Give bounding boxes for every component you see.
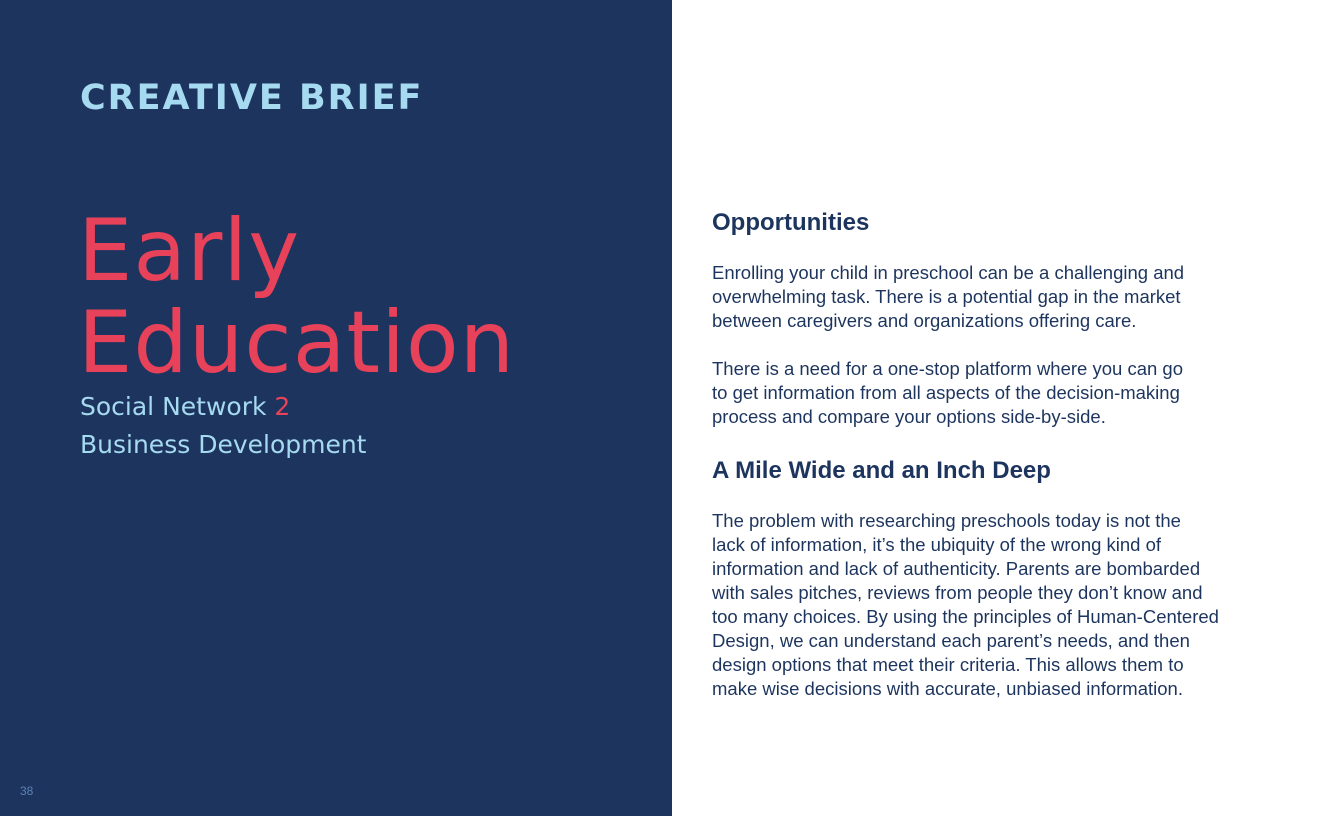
subtitle-accent-number: 2: [274, 392, 291, 421]
section-kicker: CREATIVE BRIEF: [80, 78, 424, 118]
paragraph-line: too many choices. By using the principles of Human-Centered: [712, 606, 1219, 627]
paragraph-opportunities-2: [712, 357, 1292, 429]
paragraph-line: between caregivers and organizations offering care.: [712, 310, 1137, 331]
paragraph-line: Enrolling your child in preschool can be a challenging and: [712, 262, 1185, 283]
paragraph-line: information and lack of authenticity. Parents are bombarded: [712, 558, 1201, 579]
paragraph-line: overwhelming task. There is a potential gap in the market: [712, 286, 1181, 307]
paragraph-line: Design, we can understand each parent’s needs, and then: [712, 630, 1190, 651]
paragraph-line: design options that meet their criteria. This allows them to: [712, 654, 1184, 675]
title-line-1: Early: [78, 201, 301, 301]
paragraph-line: There is a need for a one-stop platform where you can go: [712, 358, 1183, 379]
paragraph-line: to get information from all aspects of the decision-making: [712, 382, 1180, 403]
page-number: 38: [20, 784, 34, 798]
paragraph-opportunities-1: [712, 261, 1292, 333]
paragraph-line: The problem with researching preschools today is not the: [712, 510, 1181, 531]
subtitle-text: Social Network: [80, 392, 267, 421]
heading-mile-wide: A Mile Wide and an Inch Deep: [712, 457, 1051, 484]
title-line-2: Education: [78, 293, 516, 393]
paragraph-line: process and compare your options side-by-side.: [712, 406, 1106, 427]
paragraph-line: make wise decisions with accurate, unbiased information.: [712, 678, 1183, 699]
subtitle: [80, 388, 367, 464]
paragraph-mile-wide: [712, 509, 1292, 701]
page-title: [78, 201, 516, 393]
heading-opportunities: Opportunities: [712, 209, 870, 236]
subtitle-line-1: [80, 388, 367, 426]
subtitle-line-2: Business Development: [80, 430, 367, 459]
paragraph-line: lack of information, it’s the ubiquity of the wrong kind of: [712, 534, 1162, 555]
paragraph-line: with sales pitches, reviews from people they don’t know and: [712, 582, 1203, 603]
